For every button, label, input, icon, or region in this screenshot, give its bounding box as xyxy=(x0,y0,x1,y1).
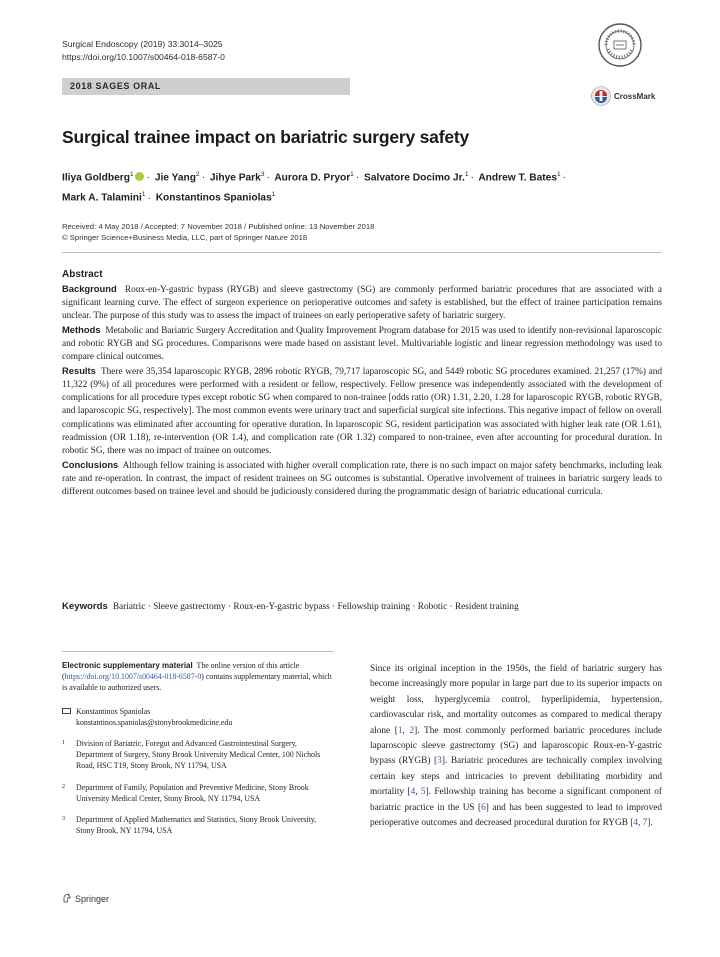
author-name[interactable]: Jie Yang xyxy=(154,172,196,184)
keywords-text: Bariatric · Sleeve gastrectomy · Roux-en-Y-gastric bypass · Fellowship training · Robotic · Resident training xyxy=(112,602,519,612)
journal-citation xyxy=(62,38,225,64)
orcid-icon[interactable] xyxy=(135,172,144,181)
abstract-section-text: Roux-en-Y-gastric bypass (RYGB) and sleeve gastrectomy (SG) are commonly performed bariatric procedures that are associated with a significant learning curve. The effect of surgeon experience on perioperative outcomes and safety is established, but the effect of trainee participation remains unclear. The purpose of this study was to assess the impact of trainees on early perioperative safety of bariatric surgery. xyxy=(62,285,662,322)
abstract-conclusions xyxy=(62,458,662,499)
publisher-footer xyxy=(62,893,109,904)
body-text-run: , xyxy=(415,787,421,798)
affiliation-text: Department of Applied Mathematics and Statistics, Stony Brook University, Stony Brook, NY 11794, USA xyxy=(76,815,317,836)
keywords xyxy=(62,601,662,612)
supplementary-note xyxy=(62,660,334,694)
affiliation-text: Department of Family, Population and Preventive Medicine, Stony Brook University Medical Center, Stony Brook, NY 11794, USA xyxy=(76,782,309,803)
body-text-run: ]. The most commonly performed bariatric procedures include laparoscopic sleeve gastrectomy (SG) and laparoscopic Roux-en-Y-gastric bypass (RYGB) [ xyxy=(370,725,662,767)
author-separator: · xyxy=(470,172,474,184)
citation-link[interactable]: 5 xyxy=(420,787,426,798)
corresponding-name: Konstantinos Spaniolas xyxy=(76,706,151,716)
author-separator: · xyxy=(147,192,151,204)
abstract-section-label: Results xyxy=(62,365,96,377)
abstract-section-label: Background xyxy=(62,283,117,295)
crossmark-icon xyxy=(591,86,611,106)
copyright-line: © Springer Science+Business Media, LLC, part of Springer Nature 2018 xyxy=(62,233,308,242)
supplementary-label: Electronic supplementary material xyxy=(62,661,193,670)
author-affiliation-mark: 1 xyxy=(129,171,134,178)
keywords-label: Keywords xyxy=(62,601,108,612)
supplementary-link[interactable]: https://doi.org/10.1007/s00464-018-6587-0 xyxy=(64,672,202,682)
abstract-background xyxy=(62,282,662,323)
intro-paragraph xyxy=(370,662,662,831)
abstract-heading: Abstract xyxy=(62,269,103,280)
corresponding-author xyxy=(62,706,334,728)
citation-link[interactable]: 6 xyxy=(481,802,486,813)
author-separator: · xyxy=(562,172,567,184)
abstract-methods xyxy=(62,323,662,364)
citation-link[interactable]: 4 xyxy=(410,787,416,798)
affiliation-number: 3 xyxy=(62,816,65,823)
abstract-section-label: Methods xyxy=(62,324,101,336)
publication-dates xyxy=(62,221,374,243)
publisher-name: Springer xyxy=(75,894,110,904)
abstract-section-text: Although fellow training is associated with higher overall complication rate, there is no such impact on major safety benchmarks, including leak rate and re-operation. In contrast, the impact of resident trainees on SG outcomes is substantial. Operative involvement of trainees in bariatric surgery leads to different outcomes based on trainee level and should be judiciously considered during the programmatic design of bariatric educational curricula. xyxy=(62,460,662,497)
author-name[interactable]: Iliya Goldberg xyxy=(62,172,130,184)
author-separator: · xyxy=(355,172,360,184)
author-name[interactable]: Aurora D. Pryor xyxy=(274,172,351,184)
author-affiliation-mark: 1 xyxy=(557,171,561,178)
supplementary-text: ) contains supplementary material, which is available to authorized users. xyxy=(62,672,332,693)
article-title: Surgical trainee impact on bariatric surgery safety xyxy=(62,127,470,147)
body-text xyxy=(370,662,662,831)
author-name[interactable]: Andrew T. Bates xyxy=(478,172,558,184)
author-name[interactable]: Salvatore Docimo Jr. xyxy=(364,172,465,184)
footnote-divider xyxy=(62,651,334,652)
citation-link[interactable]: 1 xyxy=(397,725,403,736)
author-name[interactable]: Jihye Park xyxy=(209,172,261,184)
affiliation-text: Division of Bariatric, Foregut and Advanced Gastrointestinal Surgery, Department of Surgery, Stony Brook University Medical Center, 100 Nichols Road, HSC T19, Stony Brook, NY 11794, USA xyxy=(76,739,321,771)
banner-label: 2018 SAGES ORAL xyxy=(70,81,162,91)
body-text-run: ]. Bariatric procedures are technically complex involving certain key steps and intricacies to prevent debilitating morbidity and mortality [ xyxy=(370,756,663,798)
abstract xyxy=(62,268,662,499)
citation-link[interactable]: 3 xyxy=(437,756,442,767)
abstract-section-text: Metabolic and Bariatric Surgery Accreditation and Quality Improvement Program database for 2015 was used to identify non-revisional laparoscopic and robotic RYGB and SG procedures. Comparisons were made based on assistant level. Multivariable logistic and linear regression methodology was used to compare clinical outcomes. xyxy=(62,326,663,363)
springer-horse-icon xyxy=(62,893,72,903)
author-separator: · xyxy=(146,172,150,184)
abstract-section-text: There were 35,354 laparoscopic RYGB, 2896 robotic RYGB, 79,717 laparoscopic SG, and 5449 robotic SG procedures examined. 21,257 (17%) and 11,322 (9%) of all procedures were performed with a resident or fellow, respectively. Fellow presence was independently associated with the development of complications for all procedure types except robotic SG when compared to non-trainee [odds ratio (OR) 1.31, 2.20, 1.28 for laparoscopic RYGB, robotic RYGB, and laparoscopic SG, respectively]. The most common events were urinary tract and superficial surgical site infections. This negative impact of fellow on overall complications was eliminated after accounting for operative duration. In laparoscopic SG, resident participation was associated with higher leak rate (OR 1.61), readmission (OR 1.18), re-intervention (OR 1.4), and complication rate (OR 1.32) compared to non-trainee, even after accounting for procedural duration. In robotic SG, there was no impact of trainee on outcomes. xyxy=(62,367,662,456)
supplementary-text: The online version of this article ( xyxy=(62,661,300,682)
crossmark-button[interactable] xyxy=(591,86,661,110)
affiliation-number: 2 xyxy=(62,783,65,790)
citation-link[interactable]: 4 xyxy=(633,818,638,829)
citation-link[interactable]: 7 xyxy=(642,818,648,829)
author-name[interactable]: Mark A. Talamini xyxy=(62,192,142,204)
author-separator: · xyxy=(266,172,270,184)
body-text-run: ]. xyxy=(647,818,653,829)
footnotes xyxy=(62,660,334,836)
body-text-run: , xyxy=(637,818,643,829)
affiliation xyxy=(62,814,334,836)
body-text-run: Since its original inception in the 1950s, the field of bariatric surgery has become increasingly more popular in large part due to its superior impacts on weight loss, hyperglycemia control, hyperlipidemia, hypertension, cardiovascular risk, and mortality outcomes as compared to medical therapy alone [ xyxy=(370,664,662,736)
journal-line: Surgical Endoscopy (2019) 33:3014–3025 xyxy=(62,39,223,49)
author-affiliation-mark: 1 xyxy=(271,191,276,199)
corresponding-email[interactable]: konstantinos.spaniolas@stonybrookmedicine.edu xyxy=(76,717,233,727)
doi-link[interactable]: https://doi.org/10.1007/s00464-018-6587-0 xyxy=(62,52,225,62)
history-dates: Received: 4 May 2018 / Accepted: 7 November 2018 / Published online: 13 November 2018 xyxy=(62,222,375,231)
affiliation xyxy=(62,738,334,772)
surgical-endoscopy-seal-icon xyxy=(597,22,643,68)
affiliation-number: 1 xyxy=(62,740,65,747)
author-affiliation-mark: 3 xyxy=(260,171,265,178)
author-affiliation-mark: 1 xyxy=(350,171,354,178)
body-text-run: , xyxy=(402,725,410,736)
affiliation xyxy=(62,782,334,804)
author-affiliation-mark: 1 xyxy=(464,171,469,178)
crossmark-label: CrossMark xyxy=(614,92,656,101)
abstract-section-label: Conclusions xyxy=(62,458,119,470)
author-list xyxy=(62,166,662,207)
body-text-run: ] and has been suggested to lead to improved perioperative outcomes and decreased procedural duration for RYGB [ xyxy=(370,802,662,829)
envelope-icon xyxy=(62,708,71,714)
author-affiliation-mark: 1 xyxy=(141,191,146,199)
author-name[interactable]: Konstantinos Spaniolas xyxy=(155,192,272,204)
divider xyxy=(62,252,662,253)
abstract-results xyxy=(62,364,662,457)
section-banner xyxy=(62,78,350,95)
citation-link[interactable]: 2 xyxy=(409,725,415,736)
body-text-run: ]. Fellowship training has become a significant component of bariatric practice in the US [ xyxy=(370,787,662,813)
author-affiliation-mark: 2 xyxy=(195,171,200,178)
author-separator: · xyxy=(201,172,205,184)
